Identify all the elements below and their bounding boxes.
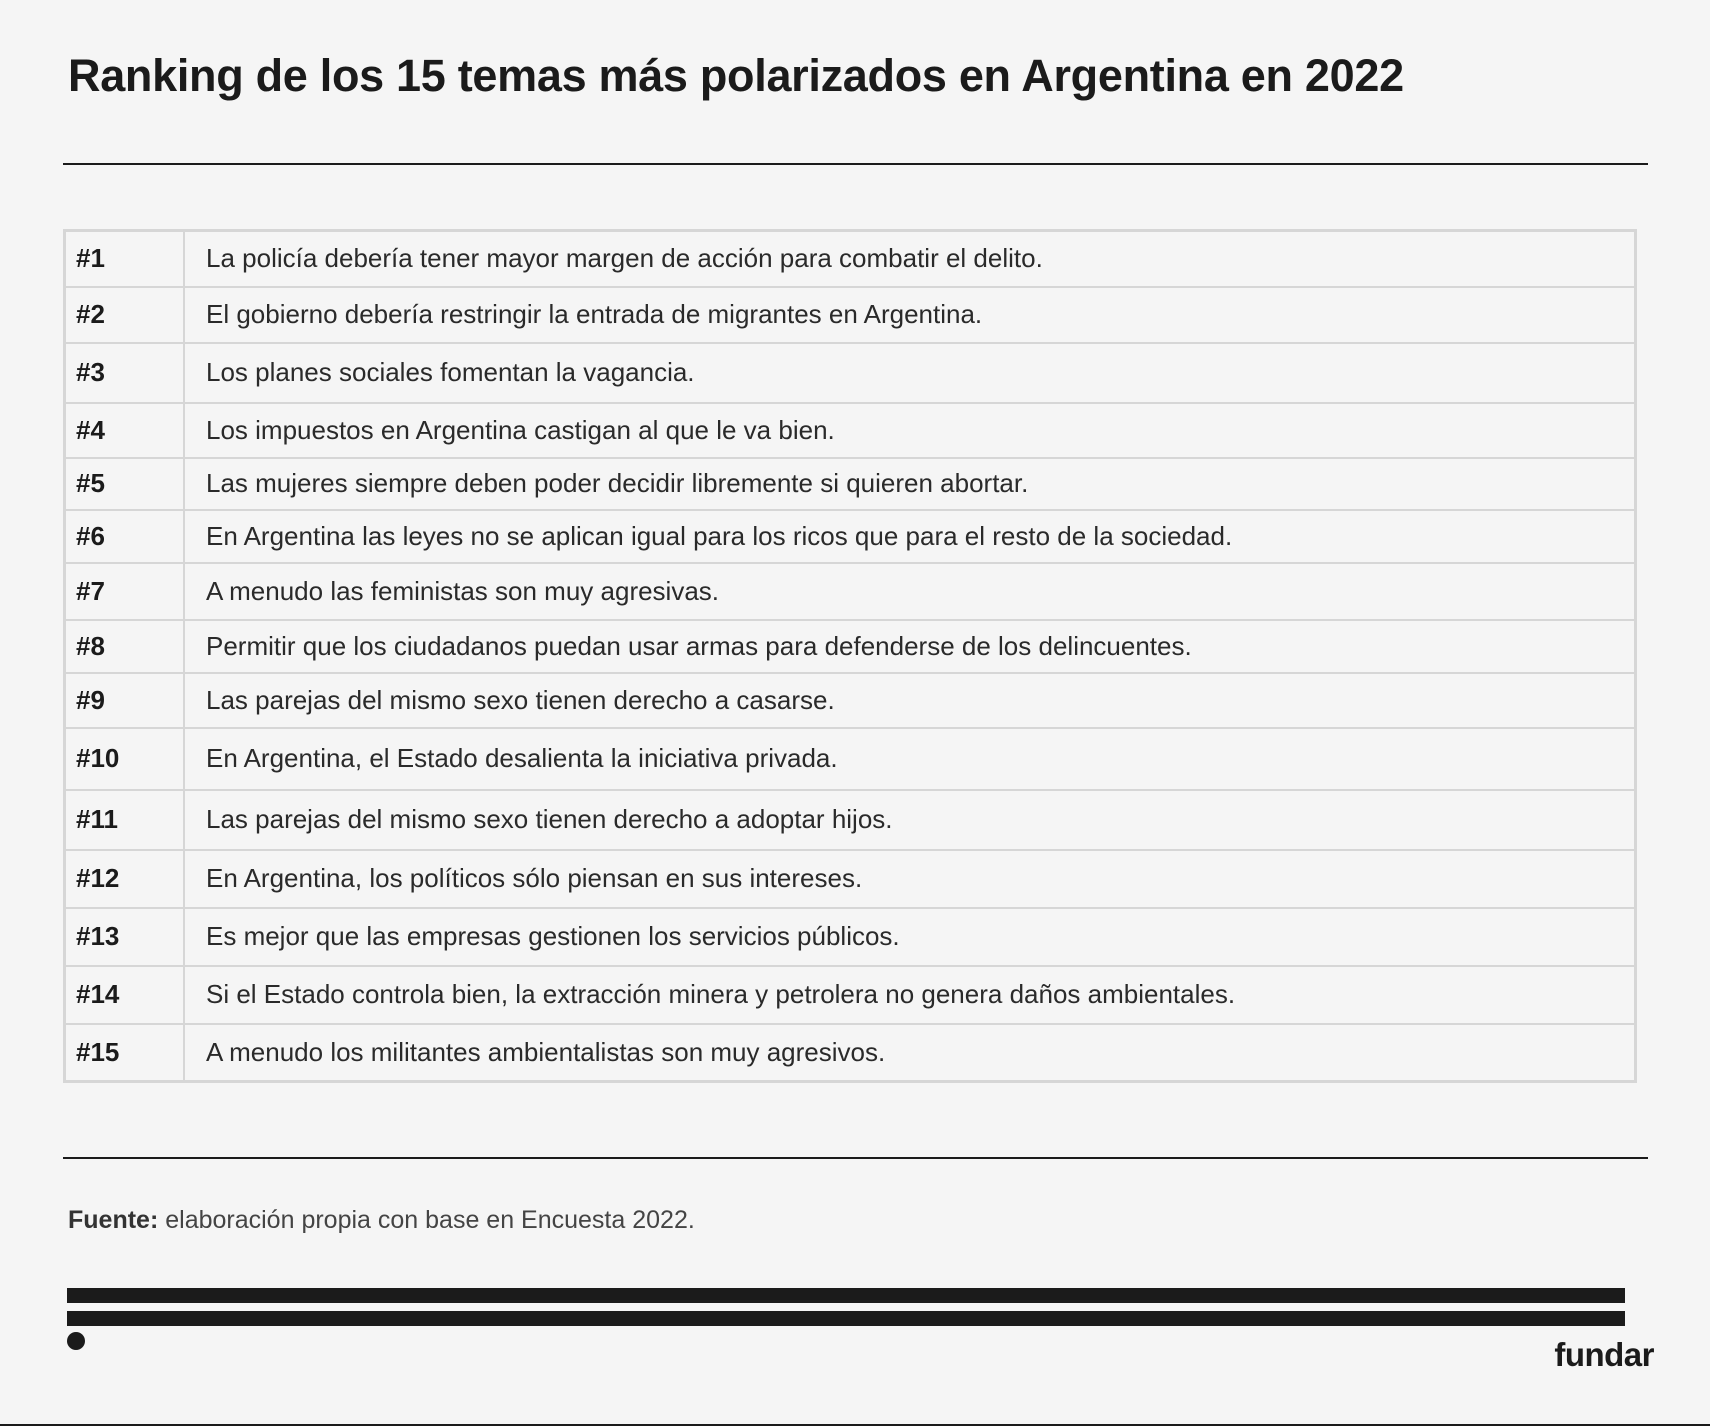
rank-cell: #15: [65, 1024, 185, 1082]
table-row: [65, 510, 1636, 563]
statement-cell: A menudo las feministas son muy agresivas.: [184, 563, 1636, 620]
statement-cell: Permitir que los ciudadanos puedan usar armas para defenderse de los delincuentes.: [184, 620, 1636, 673]
source-label: Fuente:: [68, 1206, 159, 1234]
rank-cell: #7: [65, 563, 185, 620]
rank-cell: #12: [65, 850, 185, 908]
footer-dot: [67, 1332, 85, 1350]
table-row: [65, 908, 1636, 966]
rank-cell: #13: [65, 908, 185, 966]
rank-cell: #14: [65, 966, 185, 1024]
rank-cell: #5: [65, 458, 185, 510]
source-text: elaboración propia con base en Encuesta 2022.: [165, 1206, 695, 1234]
statement-cell: Las parejas del mismo sexo tienen derecho a casarse.: [184, 673, 1636, 728]
table-row: [65, 850, 1636, 908]
table-row: [65, 403, 1636, 458]
table-row: [65, 673, 1636, 728]
statement-cell: En Argentina las leyes no se aplican igual para los ricos que para el resto de la sociedad.: [184, 510, 1636, 563]
rank-cell: #8: [65, 620, 185, 673]
top-divider: [63, 163, 1648, 165]
table-row: [65, 287, 1636, 343]
bottom-divider: [63, 1157, 1648, 1159]
footer-bar: [67, 1288, 1625, 1303]
rank-cell: #3: [65, 343, 185, 403]
page-title: Ranking de los 15 temas más polarizados en Argentina en 2022: [68, 50, 1404, 101]
statement-cell: Es mejor que las empresas gestionen los servicios públicos.: [184, 908, 1636, 966]
rank-cell: #2: [65, 287, 185, 343]
statement-cell: A menudo los militantes ambientalistas son muy agresivos.: [184, 1024, 1636, 1082]
rank-cell: #9: [65, 673, 185, 728]
statement-cell: La policía debería tener mayor margen de acción para combatir el delito.: [184, 231, 1636, 287]
source-note: [68, 1206, 695, 1235]
table-row: [65, 966, 1636, 1024]
statement-cell: Los impuestos en Argentina castigan al que le va bien.: [184, 403, 1636, 458]
statement-cell: Las mujeres siempre deben poder decidir libremente si quieren abortar.: [184, 458, 1636, 510]
ranking-table: [63, 229, 1637, 1083]
rank-cell: #11: [65, 790, 185, 850]
statement-cell: Los planes sociales fomentan la vagancia.: [184, 343, 1636, 403]
statement-cell: En Argentina, los políticos sólo piensan en sus intereses.: [184, 850, 1636, 908]
table-row: [65, 1024, 1636, 1082]
table-row: [65, 458, 1636, 510]
statement-cell: Si el Estado controla bien, la extracción minera y petrolera no genera daños ambientales.: [184, 966, 1636, 1024]
rank-cell: #4: [65, 403, 185, 458]
statement-cell: El gobierno debería restringir la entrada de migrantes en Argentina.: [184, 287, 1636, 343]
statement-cell: En Argentina, el Estado desalienta la iniciativa privada.: [184, 728, 1636, 790]
table-row: [65, 620, 1636, 673]
table-row: [65, 790, 1636, 850]
fundar-logo: fundar: [1554, 1336, 1654, 1373]
rank-cell: #10: [65, 728, 185, 790]
rank-cell: #1: [65, 231, 185, 287]
table-row: [65, 231, 1636, 287]
table-row: [65, 728, 1636, 790]
statement-cell: Las parejas del mismo sexo tienen derecho a adoptar hijos.: [184, 790, 1636, 850]
rank-cell: #6: [65, 510, 185, 563]
table-row: [65, 343, 1636, 403]
footer-bar: [67, 1311, 1625, 1326]
table-row: [65, 563, 1636, 620]
